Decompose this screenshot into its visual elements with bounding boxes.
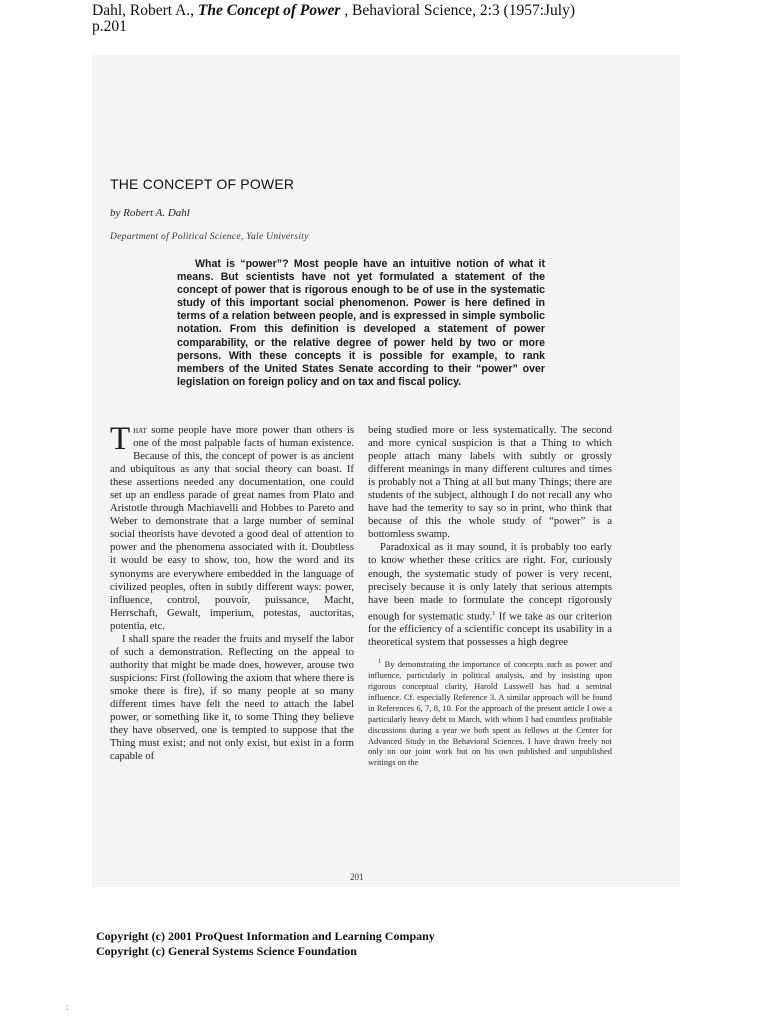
citation-line [92, 3, 575, 19]
citation-title: The Concept of Power [197, 2, 341, 19]
footnote-mark: 1 [378, 658, 382, 666]
footnote-reference: 1 [492, 609, 496, 617]
copyright-line-1: Copyright (c) 2001 ProQuest Information and Learning Company [96, 929, 435, 943]
right-column [368, 424, 612, 769]
margin-mark: : [66, 1002, 69, 1012]
citation-header [92, 3, 575, 35]
citation-journal: , Behavioral Science, 2:3 (1957:July) [340, 2, 576, 19]
left-paragraph-2: I shall spare the reader the fruits and myself the labor of such a demonstration. Reflecting on the appeal to authority that might be made does, however, arouse two suspicions: First (following the axiom that where there is smoke there is fire), if so many people at so many different times have felt the need to attach the label power, or something like it, to some Thing they believe they have observed, one is tempted to suppose that the Thing must exist; and not only exist, but exist in a form capable of [110, 632, 354, 763]
copyright-notice [96, 929, 435, 959]
right-paragraph-2 [368, 541, 612, 649]
left-paragraph-1 [110, 421, 354, 633]
footnote [368, 657, 612, 769]
article-abstract: What is “power”? Most people have an intuitive notion of what it means. But scientists have not yet formulated a statement of the concept of power that is rigorous enough to be of use in the systematic study of this important social phenomenon. Power is here defined in terms of a relation between people, and is expressed in simple symbolic notation. From this definition is developed a statement of power comparability, or the relative degree of power held by two or more persons. With these concepts it is possible for example, to rank members of the United States Senate according to their “power” over legislation on foreign policy and on tax and fiscal policy. [177, 258, 545, 388]
citation-author: Dahl, Robert A., [92, 2, 198, 19]
right-paragraph-1: being studied more or less systematically. The second and more cynical suspicion is that a Thing to which people attach many labels with subtly or grossly different meanings in many different cultures and times is probably not a Thing at all but many Things; there are students of the subject, although I do not recall any who have had the temerity to say so in print, who think that because of this the whole study of “power” is a bottomless swamp. [368, 424, 612, 541]
copyright-line-2: Copyright (c) General Systems Science Foundation [96, 944, 357, 958]
citation-page: p.201 [92, 18, 127, 35]
left-column [110, 421, 354, 763]
drop-cap: T [110, 421, 131, 457]
right-paragraph-2-continued: If we take as our criterion for the efficiency of a scientific concept its usability in a theoretical system that possesses a high degree [368, 610, 612, 649]
left-paragraph-1-text: some people have more power than others is one of the most palpable facts of human existence. Because of this, the concept of power is as ancient and ubiquitous as any that social theory can boast. If these assertions needed any documentation, one could set up an endless parade of great names from Plato and Aristotle through Machiavelli and Hobbes to Pareto and Weber to demonstrate that a large number of seminal social theorists have devoted a good deal of attention to power and the phenomena associated with it. Doubtless it would be easy to show, too, how the word and its synonyms are everywhere embedded in the language of civilized peoples, often in subtly different ways: power, influence, control, pouvoir, puissance, Macht, Herrschaft, Gewalt, imperium, potestas, auctoritas, potentia, etc. [110, 424, 354, 632]
footnote-text: By demonstrating the importance of concepts such as power and influence, particularly in political analysis, and by insisting upon rigorous conceptual clarity, Harold Lasswell has had a seminal influence. Cf. especially Reference 3. A similar approach will be found in References 6, 7, 8, 10. For the approach of the present article I owe a particularly heavy debt to March, with whom I had countless profitable discussions during a year we both spent as fellows at the Center for Advanced Study in the Behavioral Sciences. I have drawn freely not only on our joint work but on his own published and unpublished writings on the [368, 660, 612, 768]
article-affiliation: Department of Political Science, Yale University [110, 232, 309, 242]
article-byline: by Robert A. Dahl [110, 207, 190, 219]
lead-word: hat [133, 424, 147, 436]
article-title: THE CONCEPT OF POWER [110, 176, 295, 192]
right-paragraph-2-text: Paradoxical as it may sound, it is probably too early to know whether these critics are right. For, curiously enough, the systematic study of power is very recent, precisely because it is only lately that serious attempts have been made to formulate the concept rigorously enough for systematic study. [368, 541, 612, 623]
page-number: 201 [350, 872, 364, 882]
